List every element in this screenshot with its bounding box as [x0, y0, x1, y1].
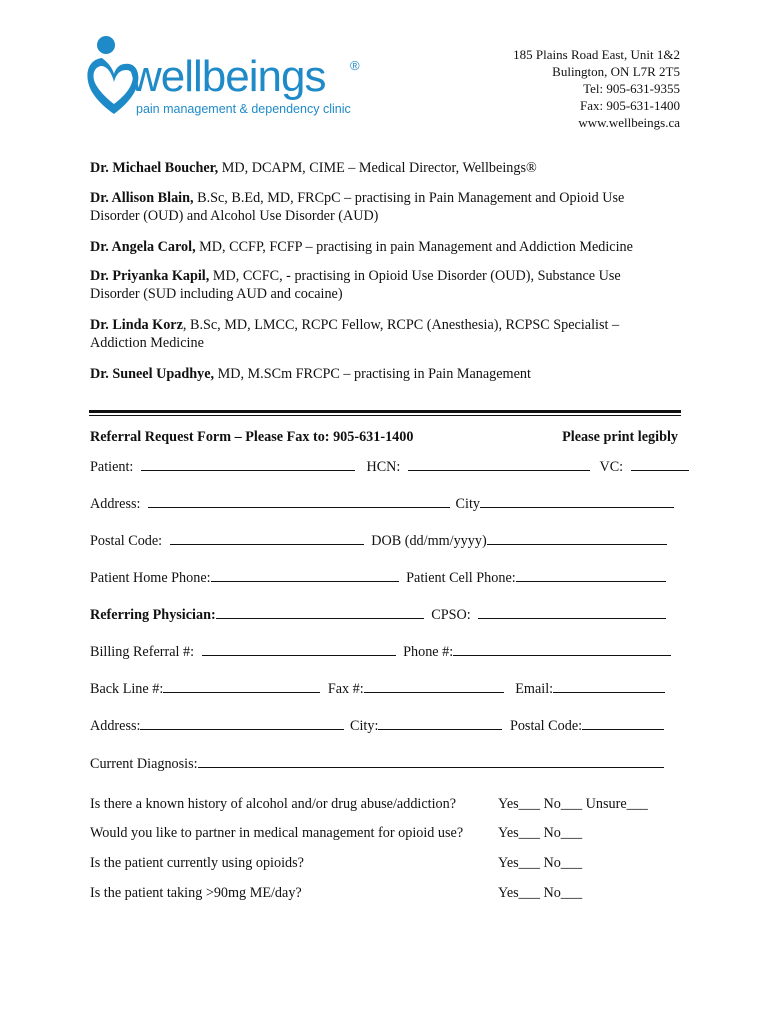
physician-city-field[interactable]: [378, 716, 502, 730]
clinic-contact: [513, 46, 680, 131]
doctor-entry: [90, 267, 621, 303]
home-phone-field[interactable]: [211, 568, 399, 582]
referring-physician-field[interactable]: [216, 605, 424, 619]
cell-phone-field[interactable]: [516, 568, 666, 582]
form-row: [90, 754, 664, 773]
doctor-credentials-cont: Disorder (OUD) and Alcohol Use Disorder (AUD): [90, 208, 379, 224]
cpso-field[interactable]: [478, 605, 666, 619]
doctor-entry: [90, 316, 619, 352]
postal-code-label: Postal Code:: [90, 533, 163, 549]
doctor-name: Dr. Linda Korz: [90, 317, 183, 333]
cpso-label: CPSO:: [431, 607, 471, 623]
vc-label: VC:: [599, 459, 624, 475]
doctor-name: Dr. Suneel Upadhye,: [90, 366, 215, 382]
question-options[interactable]: Yes___ No___: [498, 885, 583, 901]
patient-field[interactable]: [141, 457, 355, 471]
section-divider: [89, 415, 681, 416]
doctor-name: Dr. Michael Boucher,: [90, 160, 219, 176]
question-options[interactable]: Yes___ No___: [498, 855, 583, 871]
physician-postal-field[interactable]: [582, 716, 664, 730]
form-row: [90, 494, 674, 513]
doctor-entry: [90, 238, 633, 256]
physician-address-label: Address:: [90, 718, 141, 734]
form-title: Referral Request Form – Please Fax to: 905-631-1400: [90, 429, 414, 445]
contact-line: Bulington, ON L7R 2T5: [552, 64, 680, 79]
back-line-field[interactable]: [163, 679, 320, 693]
diagnosis-field[interactable]: [198, 754, 664, 768]
doctor-entry: [90, 159, 537, 177]
question-options[interactable]: Yes___ No___ Unsure___: [498, 796, 648, 812]
form-row: [90, 642, 671, 661]
billing-referral-label: Billing Referral #:: [90, 644, 195, 660]
form-row: [90, 457, 689, 476]
phone-label: Phone #:: [403, 644, 454, 660]
doctor-name: Dr. Priyanka Kapil,: [90, 268, 210, 284]
contact-line: Fax: 905-631-1400: [579, 98, 680, 113]
doctor-name: Dr. Angela Carol,: [90, 239, 196, 255]
address-field[interactable]: [148, 494, 450, 508]
form-row: [90, 679, 665, 698]
email-field[interactable]: [553, 679, 665, 693]
contact-line: 185 Plains Road East, Unit 1&2: [513, 47, 680, 62]
fax-field[interactable]: [364, 679, 504, 693]
print-note: Please print legibly: [562, 429, 678, 445]
question-text: Is there a known history of alcohol and/or drug abuse/addiction?: [90, 796, 457, 812]
doctor-entry: [90, 189, 624, 225]
form-row: [90, 716, 664, 735]
doctor-credentials: B.Sc, B.Ed, MD, FRCpC – practising in Pain Management and Opioid Use: [193, 190, 625, 206]
doctor-credentials-cont: Addiction Medicine: [90, 335, 204, 351]
doctor-credentials-cont: Disorder (SUD including AUD and cocaine): [90, 286, 343, 302]
billing-referral-field[interactable]: [202, 642, 396, 656]
patient-label: Patient:: [90, 459, 134, 475]
referring-physician-label: Referring Physician:: [90, 607, 216, 623]
question-text: Would you like to partner in medical management for opioid use?: [90, 825, 464, 841]
doctor-entry: [90, 365, 531, 383]
clinic-logo: [84, 34, 374, 124]
form-row: [90, 531, 667, 550]
registered-mark: ®: [350, 58, 360, 73]
cell-phone-label: Patient Cell Phone:: [406, 570, 516, 586]
home-phone-label: Patient Home Phone:: [90, 570, 211, 586]
address-label: Address:: [90, 496, 141, 512]
doctor-credentials: , B.Sc, MD, LMCC, RCPC Fellow, RCPC (Anesthesia), RCPSC Specialist –: [182, 317, 620, 333]
physician-city-label: City:: [350, 718, 379, 734]
contact-line: www.wellbeings.ca: [578, 115, 680, 130]
question-text: Is the patient taking >90mg ME/day?: [90, 885, 302, 901]
doctor-credentials: MD, CCFP, FCFP – practising in pain Management and Addiction Medicine: [195, 239, 633, 255]
question-text: Is the patient currently using opioids?: [90, 855, 304, 871]
city-field[interactable]: [480, 494, 674, 508]
brand-tagline: pain management & dependency clinic: [136, 102, 351, 116]
vc-field[interactable]: [631, 457, 689, 471]
brand-name: wellbeings: [130, 52, 326, 101]
form-row: [90, 568, 666, 587]
contact-line: Tel: 905-631-9355: [583, 81, 680, 96]
doctor-credentials: MD, CCFC, - practising in Opioid Use Disorder (OUD), Substance Use: [209, 268, 621, 284]
hcn-label: HCN:: [366, 459, 401, 475]
section-divider: [89, 410, 681, 413]
dob-field[interactable]: [487, 531, 667, 545]
doctor-name: Dr. Allison Blain,: [90, 190, 194, 206]
doctor-credentials: MD, M.SCm FRCPC – practising in Pain Management: [214, 366, 531, 382]
hcn-field[interactable]: [408, 457, 590, 471]
fax-label: Fax #:: [327, 681, 364, 697]
physician-address-field[interactable]: [140, 716, 344, 730]
question-options[interactable]: Yes___ No___: [498, 825, 583, 841]
physician-postal-label: Postal Code:: [509, 718, 583, 734]
diagnosis-label: Current Diagnosis:: [90, 756, 198, 772]
phone-field[interactable]: [453, 642, 671, 656]
city-label: City: [455, 496, 480, 512]
postal-code-field[interactable]: [170, 531, 364, 545]
back-line-label: Back Line #:: [90, 681, 164, 697]
form-row: [90, 605, 666, 624]
dob-label: DOB (dd/mm/yyyy): [371, 533, 487, 549]
doctor-credentials: MD, DCAPM, CIME – Medical Director, Wellbeings®: [218, 160, 537, 176]
email-label: Email:: [515, 681, 554, 697]
